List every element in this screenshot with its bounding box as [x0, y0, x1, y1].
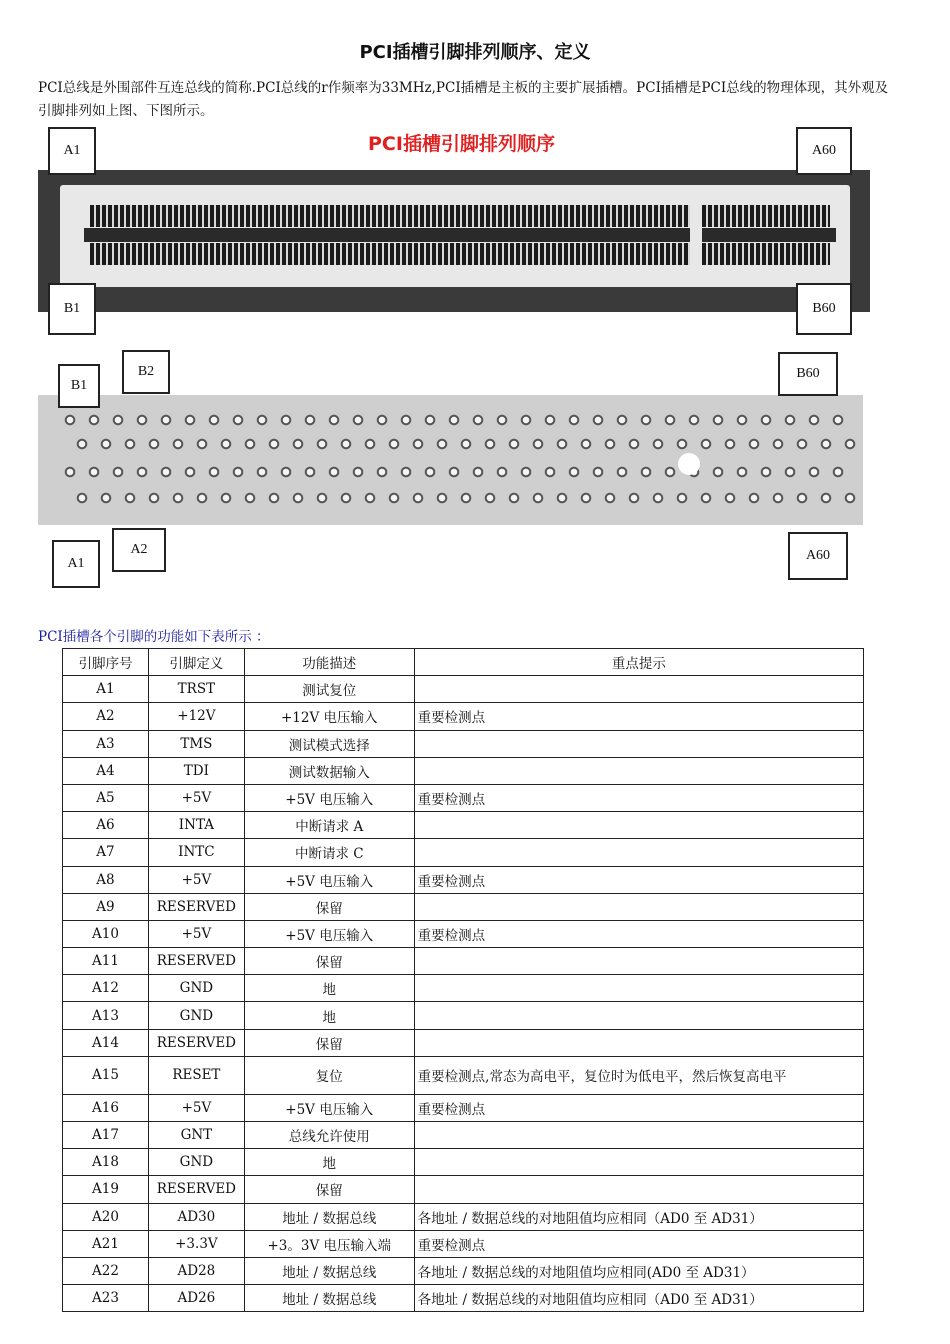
pin-number: A11 — [63, 948, 149, 975]
table-row — [63, 1176, 864, 1203]
slot-channel — [84, 228, 836, 242]
table-row — [63, 839, 864, 866]
pin-function: 地址 / 数据总线 — [244, 1285, 414, 1312]
pin-note — [414, 1029, 863, 1056]
pin-function-table — [62, 648, 864, 1312]
pin-note — [414, 1122, 863, 1149]
pin-definition: RESERVED — [148, 1176, 244, 1203]
pin-number: A16 — [63, 1094, 149, 1121]
pin-note — [414, 839, 863, 866]
pin-definition: GND — [148, 975, 244, 1002]
pin-definition: RESERVED — [148, 948, 244, 975]
pin-definition: INTC — [148, 839, 244, 866]
label-b2: B2 — [122, 350, 170, 394]
pin-definition: +3.3V — [148, 1230, 244, 1257]
pin-definition: RESET — [148, 1056, 244, 1094]
pin-number: A2 — [63, 703, 149, 730]
pin-number: A17 — [63, 1122, 149, 1149]
pcb-board-image — [38, 395, 863, 525]
pin-function: 地 — [244, 975, 414, 1002]
pin-number: A21 — [63, 1230, 149, 1257]
label-a60: A60 — [788, 532, 848, 580]
table-row — [63, 1029, 864, 1056]
label-a1: A1 — [48, 127, 96, 175]
pin-function: 总线允许使用 — [244, 1122, 414, 1149]
pin-note — [414, 812, 863, 839]
pin-function: 保留 — [244, 1176, 414, 1203]
pin-number: A9 — [63, 893, 149, 920]
pin-function: +5V 电压输入 — [244, 1094, 414, 1121]
pin-function: 中断请求 C — [244, 839, 414, 866]
pin-note — [414, 1149, 863, 1176]
table-caption: PCI插槽各个引脚的功能如下表所示 ： — [38, 629, 270, 645]
pin-number: A3 — [63, 730, 149, 757]
pin-definition: GND — [148, 1149, 244, 1176]
pin-function: +5V 电压输入 — [244, 920, 414, 947]
table-row — [63, 703, 864, 730]
label-b60: B60 — [778, 352, 838, 396]
pin-number: A19 — [63, 1176, 149, 1203]
pin-function: 测试数据输入 — [244, 757, 414, 784]
pin-definition: RESERVED — [148, 1029, 244, 1056]
pin-function: 保留 — [244, 948, 414, 975]
pin-note: 重要检测点 — [414, 784, 863, 811]
pin-definition: +5V — [148, 1094, 244, 1121]
pin-note — [414, 948, 863, 975]
pin-function: 复位 — [244, 1056, 414, 1094]
pin-function: 地址 / 数据总线 — [244, 1203, 414, 1230]
table-row — [63, 1056, 864, 1094]
pin-number: A8 — [63, 866, 149, 893]
header-pin-number: 引脚序号 — [63, 649, 149, 676]
pin-definition: INTA — [148, 812, 244, 839]
pin-note — [414, 893, 863, 920]
pin-note — [414, 1176, 863, 1203]
pin-number: A12 — [63, 975, 149, 1002]
pin-function: +5V 电压输入 — [244, 866, 414, 893]
pin-function: 中断请求 A — [244, 812, 414, 839]
pin-number: A5 — [63, 784, 149, 811]
table-row — [63, 812, 864, 839]
pci-slot-image — [60, 185, 850, 287]
pin-note: 重要检测点 — [414, 920, 863, 947]
pin-function: 测试模式选择 — [244, 730, 414, 757]
pin-number: A23 — [63, 1285, 149, 1312]
pad-row — [63, 465, 848, 479]
pin-definition: GND — [148, 1002, 244, 1029]
pad-row — [75, 437, 860, 451]
table-row — [63, 1149, 864, 1176]
table-row — [63, 730, 864, 757]
header-function: 功能描述 — [244, 649, 414, 676]
pin-definition: AD28 — [148, 1257, 244, 1284]
slot-photo — [38, 123, 870, 335]
pin-note — [414, 975, 863, 1002]
pin-definition: AD30 — [148, 1203, 244, 1230]
header-notes: 重点提示 — [414, 649, 863, 676]
pin-definition: RESERVED — [148, 893, 244, 920]
pin-definition: +5V — [148, 866, 244, 893]
pad-row — [63, 413, 848, 427]
pin-note: 重要检测点 — [414, 866, 863, 893]
pin-function: +12V 电压输入 — [244, 703, 414, 730]
page-title: PCI插槽引脚排列顺序、定义 — [359, 42, 591, 63]
pin-note: 重要检测点,常态为高电平，复位时为低电平，然后恢复高电平 — [414, 1056, 863, 1094]
pin-note: 重要检测点 — [414, 1094, 863, 1121]
mounting-hole — [678, 453, 700, 475]
pin-definition: TRST — [148, 676, 244, 703]
label-a60: A60 — [796, 127, 852, 175]
slot-pins-bottom — [90, 243, 830, 265]
pin-definition: +5V — [148, 920, 244, 947]
pcb-photo — [38, 340, 886, 602]
pin-number: A10 — [63, 920, 149, 947]
pin-note — [414, 676, 863, 703]
pin-function: 保留 — [244, 893, 414, 920]
table-row — [63, 948, 864, 975]
pin-note — [414, 1002, 863, 1029]
table-header-row — [63, 649, 864, 676]
pin-number: A6 — [63, 812, 149, 839]
pin-function: 保留 — [244, 1029, 414, 1056]
table-row — [63, 784, 864, 811]
table-row — [63, 866, 864, 893]
table-row — [63, 893, 864, 920]
slot-photo-title: PCI插槽引脚排列顺序 — [368, 133, 555, 155]
table-row — [63, 1230, 864, 1257]
table-row — [63, 1094, 864, 1121]
pin-function: +3。3V 电压输入端 — [244, 1230, 414, 1257]
slot-pins-top — [90, 205, 830, 227]
label-b60: B60 — [796, 283, 852, 335]
pin-number: A22 — [63, 1257, 149, 1284]
pin-note — [414, 757, 863, 784]
table-row — [63, 1002, 864, 1029]
pin-function: 测试复位 — [244, 676, 414, 703]
table-row — [63, 920, 864, 947]
pin-definition: TDI — [148, 757, 244, 784]
pin-function: 地址 / 数据总线 — [244, 1257, 414, 1284]
pin-number: A1 — [63, 676, 149, 703]
table-row — [63, 676, 864, 703]
label-b1: B1 — [48, 283, 96, 335]
label-b1: B1 — [58, 364, 100, 408]
pin-function: +5V 电压输入 — [244, 784, 414, 811]
pin-definition: AD26 — [148, 1285, 244, 1312]
pin-note: 各地址 / 数据总线的对地阻值均应相同(AD0 至 AD31） — [414, 1257, 863, 1284]
table-row — [63, 1203, 864, 1230]
pin-number: A20 — [63, 1203, 149, 1230]
pin-number: A7 — [63, 839, 149, 866]
pin-function: 地 — [244, 1002, 414, 1029]
label-a1: A1 — [52, 540, 100, 588]
pin-definition: TMS — [148, 730, 244, 757]
pin-definition: +5V — [148, 784, 244, 811]
header-pin-definition: 引脚定义 — [148, 649, 244, 676]
pin-note: 重要检测点 — [414, 703, 863, 730]
pin-definition: GNT — [148, 1122, 244, 1149]
table-row — [63, 975, 864, 1002]
slot-key — [690, 195, 702, 277]
table-row — [63, 1122, 864, 1149]
pin-number: A4 — [63, 757, 149, 784]
pin-note: 重要检测点 — [414, 1230, 863, 1257]
pad-row — [75, 491, 860, 505]
table-row — [63, 757, 864, 784]
pin-note: 各地址 / 数据总线的对地阻值均应相同（AD0 至 AD31） — [414, 1285, 863, 1312]
pin-note: 各地址 / 数据总线的对地阻值均应相同（AD0 至 AD31） — [414, 1203, 863, 1230]
pin-definition: +12V — [148, 703, 244, 730]
pin-number: A15 — [63, 1056, 149, 1094]
table-row — [63, 1257, 864, 1284]
pin-number: A13 — [63, 1002, 149, 1029]
pin-note — [414, 730, 863, 757]
pin-number: A14 — [63, 1029, 149, 1056]
intro-paragraph: PCI总线是外围部件互连总线的简称.PCI总线的r作频率为33MHz,PCI插槽是主板的主要扩展插槽。PCI插槽是PCI总线的物理体现，其外观及引脚排列如上图、下图所示。 — [38, 80, 889, 119]
table-row — [63, 1285, 864, 1312]
label-a2: A2 — [112, 528, 166, 572]
pin-function: 地 — [244, 1149, 414, 1176]
pin-number: A18 — [63, 1149, 149, 1176]
